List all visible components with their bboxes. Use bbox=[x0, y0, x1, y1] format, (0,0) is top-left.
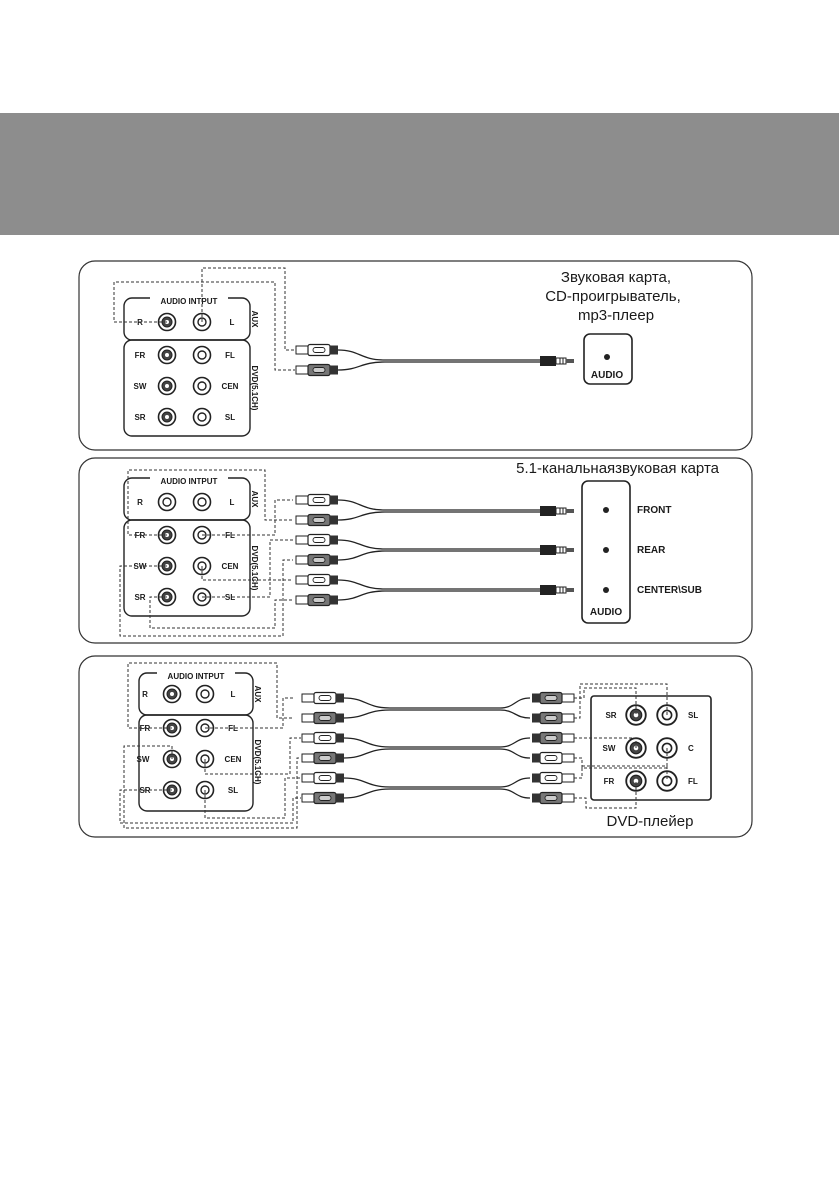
aux-label: AUX bbox=[250, 490, 259, 508]
jack-l bbox=[197, 686, 214, 703]
rca-plug-red bbox=[302, 713, 344, 724]
rca-plug-red bbox=[302, 793, 344, 804]
jack-sl bbox=[194, 409, 211, 426]
device-audio-label: AUDIO bbox=[590, 370, 624, 381]
device-caption-1: Звуковая карта, bbox=[560, 269, 672, 286]
jack-label-fr: FR bbox=[134, 531, 146, 540]
player-jack-label-sw: SW bbox=[602, 744, 616, 753]
rca-plug-white bbox=[296, 535, 338, 546]
rca-plug-white bbox=[296, 495, 338, 506]
device-caption-2: CD-проигрыватель, bbox=[545, 288, 681, 305]
jack-label-fl: FL bbox=[228, 724, 238, 733]
jack-label-l: L bbox=[230, 690, 236, 699]
jack-label-l: L bbox=[229, 498, 235, 507]
panel-3 bbox=[79, 656, 752, 837]
player-jack-label-sr: SR bbox=[605, 711, 617, 720]
jack-label-sl: SL bbox=[224, 593, 236, 602]
player-jack-label-fr: FR bbox=[603, 777, 615, 786]
jack-label-r: R bbox=[137, 318, 143, 327]
rca-plug-white bbox=[302, 693, 344, 704]
jack-label-r: R bbox=[137, 498, 143, 507]
rca-plug-red bbox=[296, 515, 338, 526]
rca-plug-red bbox=[532, 733, 574, 744]
player-jack-fl bbox=[657, 771, 677, 791]
rca-plug-red bbox=[296, 595, 338, 606]
player-jack-label-fl: FL bbox=[688, 777, 698, 786]
jack-label-sl: SL bbox=[227, 786, 239, 795]
rca-plug-white bbox=[302, 773, 344, 784]
panel-2 bbox=[79, 458, 752, 643]
output-rear-label: REAR bbox=[637, 545, 666, 556]
rca-plug-white bbox=[532, 753, 574, 764]
player-jack-label-sl: SL bbox=[688, 711, 699, 720]
jack-label-sl: SL bbox=[224, 413, 236, 422]
aux-label: AUX bbox=[250, 310, 259, 328]
dvd-label: DVD(5.1CH) bbox=[250, 365, 259, 411]
aux-label: AUX bbox=[253, 685, 262, 703]
rca-plug-white bbox=[302, 733, 344, 744]
jack-label-sw: SW bbox=[133, 382, 147, 391]
jack-cen bbox=[194, 378, 211, 395]
rca-plug-red bbox=[296, 365, 338, 376]
jack-label-fl: FL bbox=[225, 351, 235, 360]
jack-label-cen: CEN bbox=[221, 562, 239, 571]
jack-label-fl: FL bbox=[225, 531, 235, 540]
output-center-sub-label: CENTER\SUB bbox=[637, 585, 703, 596]
dvd-label: DVD(5.1CH) bbox=[250, 545, 259, 591]
output-front-label: FRONT bbox=[637, 505, 672, 516]
device-caption: 5.1-канальнаязвуковая карта bbox=[516, 460, 719, 477]
jack-label-sr: SR bbox=[134, 413, 146, 422]
rca-plug-red bbox=[532, 713, 574, 724]
jack-label-sr: SR bbox=[139, 786, 151, 795]
panel-1 bbox=[79, 261, 752, 450]
jack-label-sw: SW bbox=[136, 755, 150, 764]
jack-r bbox=[164, 686, 181, 703]
jack-fr bbox=[159, 347, 176, 364]
jack-label-fr: FR bbox=[134, 351, 146, 360]
rca-plug-white bbox=[296, 345, 338, 356]
dvd-label: DVD(5.1CH) bbox=[253, 739, 262, 785]
jack-sw bbox=[159, 378, 176, 395]
jack-label-cen: CEN bbox=[224, 755, 242, 764]
audio-input-label: AUDIO INTPUT bbox=[160, 297, 218, 306]
player-jack-label-c: C bbox=[688, 744, 694, 753]
jack-label-sr: SR bbox=[134, 593, 146, 602]
device-caption: DVD-плейер bbox=[606, 813, 694, 830]
audio-input-label: AUDIO INTPUT bbox=[160, 477, 218, 486]
rca-plug-white bbox=[296, 575, 338, 586]
rca-plug-red bbox=[296, 555, 338, 566]
jack-fl bbox=[194, 347, 211, 364]
jack-l bbox=[194, 494, 211, 511]
device-caption-3: mp3-плеер bbox=[577, 307, 655, 324]
jack-label-l: L bbox=[229, 318, 235, 327]
audio-input-label: AUDIO INTPUT bbox=[167, 672, 225, 681]
device-audio-label: AUDIO bbox=[589, 607, 623, 618]
jack-label-r: R bbox=[142, 690, 148, 699]
jack-sr bbox=[159, 409, 176, 426]
jack-r bbox=[159, 494, 176, 511]
jack-label-fr: FR bbox=[139, 724, 151, 733]
rca-plug-red bbox=[532, 793, 574, 804]
jack-label-cen: CEN bbox=[221, 382, 239, 391]
rca-plug-white bbox=[532, 773, 574, 784]
jack-label-sw: SW bbox=[133, 562, 147, 571]
rca-plug-red bbox=[532, 693, 574, 704]
rca-plug-red bbox=[302, 753, 344, 764]
